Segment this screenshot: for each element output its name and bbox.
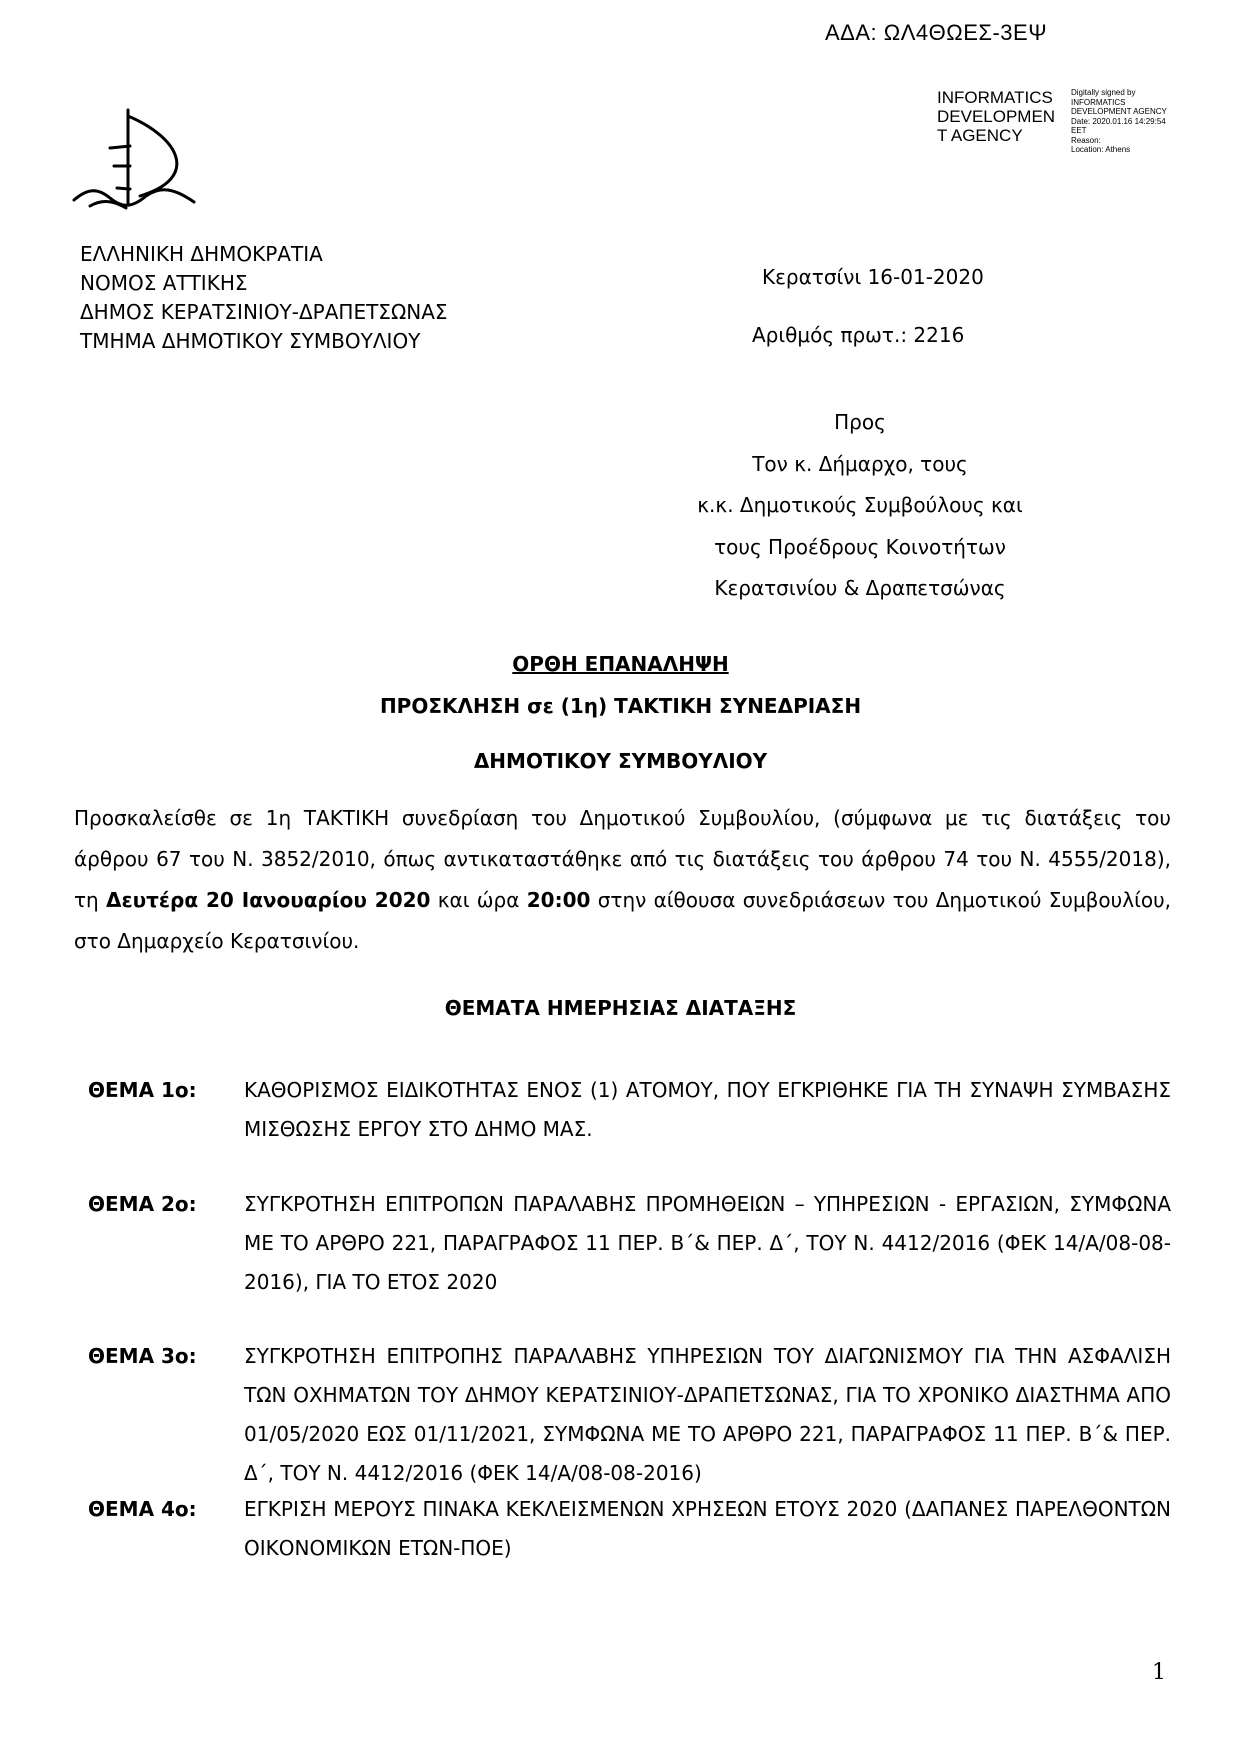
invitation-title: ΠΡΟΣΚΛΗΣΗ σε (1η) ΤΑΚΤΙΚΗ ΣΥΝΕΔΡΙΑΣΗ	[379, 694, 862, 718]
recipients-block	[640, 402, 1080, 610]
signature-detail-line: Location: Athens	[1071, 145, 1131, 154]
recipient-line: Προς	[834, 410, 886, 434]
document-date: Κερατσίνι 16-01-2020	[762, 265, 984, 289]
topic-label: ΘΕΜΑ 2ο:	[88, 1192, 197, 1216]
invitation-text: και ώρα	[430, 888, 527, 912]
recipient-line: κ.κ. Δημοτικούς Συμβούλους και	[697, 493, 1023, 517]
sailing-ship-logo-icon	[70, 108, 200, 214]
protocol-number: Αριθμός πρωτ.: 2216	[752, 323, 965, 347]
signature-detail-line: Date: 2020.01.16 14:29:54	[1071, 116, 1166, 126]
ada-code: ΑΔΑ: ΩΛ4ΘΩΕΣ-3ΕΨ	[825, 20, 1048, 45]
signature-name-line: INFORMATICS	[937, 88, 1053, 107]
topic-label: ΘΕΜΑ 3ο:	[88, 1344, 197, 1368]
issuer-line: ΔΗΜΟΣ ΚΕΡΑΤΣΙΝΙΟΥ-ΔΡΑΠΕΤΣΩΝΑΣ	[80, 300, 448, 324]
meeting-date: Δευτέρα 20 Ιανουαρίου 2020	[106, 888, 431, 912]
issuer-line: ΕΛΛΗΝΙΚΗ ΔΗΜΟΚΡΑΤΙΑ	[80, 242, 323, 266]
signature-detail-line: INFORMATICS	[1071, 97, 1126, 107]
issuer-header	[80, 240, 448, 356]
signature-details	[1071, 88, 1167, 155]
meeting-time: 20:00	[526, 888, 591, 912]
topic-text: ΣΥΓΚΡΟΤΗΣΗ ΕΠΙΤΡΟΠΩΝ ΠΑΡΑΛΑΒΗΣ ΠΡΟΜΗΘΕΙΩΝ – ΥΠΗΡΕΣΙΩΝ - ΕΡΓΑΣΙΩΝ, ΣΥΜΦΩΝΑ ΜΕ ΤΟ ΑΡΘΡΟ 221, ΠΑΡΑΓΡΑΦΟΣ 11 ΠΕΡ. Β΄& ΠΕΡ. Δ΄, ΤΟΥ Ν. 4412/2016 (ΦΕΚ 14/Α/08-08-2016), ΓΙΑ ΤΟ ΕΤΟΣ 2020	[244, 1192, 1171, 1294]
signature-detail-line: DEVELOPMENT AGENCY	[1071, 107, 1167, 116]
council-title: ΔΗΜΟΤΙΚΟΥ ΣΥΜΒΟΥΛΙΟΥ	[473, 749, 768, 773]
correction-title: ΟΡΘΗ ΕΠΑΝΑΛΗΨΗ	[512, 652, 729, 676]
recipient-line: Κερατσινίου & Δραπετσώνας	[714, 576, 1006, 600]
signature-detail-line: Reason:	[1071, 135, 1101, 145]
issuer-line: ΝΟΜΟΣ ΑΤΤΙΚΗΣ	[80, 271, 248, 295]
topic-label: ΘΕΜΑ 1ο:	[88, 1078, 197, 1102]
topic-text: ΕΓΚΡΙΣΗ ΜΕΡΟΥΣ ΠΙΝΑΚΑ ΚΕΚΛΕΙΣΜΕΝΩΝ ΧΡΗΣΕΩΝ ΕΤΟΥΣ 2020 (ΔΑΠΑΝΕΣ ΠΑΡΕΛΘΟΝΤΩΝ ΟΙΚΟΝΟΜΙΚΩΝ ΕΤΩΝ-ΠΟΕ)	[244, 1497, 1171, 1560]
topic-label: ΘΕΜΑ 4ο:	[88, 1497, 197, 1521]
agenda-title: ΘΕΜΑΤΑ ΗΜΕΡΗΣΙΑΣ ΔΙΑΤΑΞΗΣ	[444, 996, 797, 1020]
issuer-line: ΤΜΗΜΑ ΔΗΜΟΤΙΚΟΥ ΣΥΜΒΟΥΛΙΟΥ	[80, 329, 421, 353]
topic-text: ΣΥΓΚΡΟΤΗΣΗ ΕΠΙΤΡΟΠΗΣ ΠΑΡΑΛΑΒΗΣ ΥΠΗΡΕΣΙΩΝ ΤΟΥ ΔΙΑΓΩΝΙΣΜΟΥ ΓΙΑ ΤΗΝ ΑΣΦΑΛΙΣΗ ΤΩΝ ΟΧΗΜΑΤΩΝ ΤΟΥ ΔΗΜΟΥ ΚΕΡΑΤΣΙΝΙΟΥ-ΔΡΑΠΕΤΣΩΝΑΣ, ΓΙΑ ΤΟ ΧΡΟΝΙΚΟ ΔΙΑΣΤΗΜΑ ΑΠΟ 01/05/2020 ΕΩΣ 01/11/2021, ΣΥΜΦΩΝΑ ΜΕ ΤΟ ΑΡΘΡΟ 221, ΠΑΡΑΓΡΑΦΟΣ 11 ΠΕΡ. Β΄& ΠΕΡ. Δ΄, ΤΟΥ Ν. 4412/2016 (ΦΕΚ 14/Α/08-08-2016)	[244, 1344, 1171, 1485]
signature-name-line: DEVELOPMEN	[937, 107, 1056, 126]
page-number: 1	[1152, 1660, 1166, 1685]
invitation-paragraph	[74, 798, 1171, 962]
invitation-text: στην αίθουσα συνεδριάσεων του Δημοτικού Συμβουλίου, στο Δημαρχείο Κερατσινίου.	[74, 888, 1172, 953]
invitation-text: Προσκαλείσθε σε 1η ΤΑΚΤΙΚΗ συνεδρίαση του Δημοτικού Συμβουλίου, (σύμφωνα με τις διατάξεις του άρθρου 67 του Ν. 3852/2010, όπως αντικαταστάθηκε από τις διατάξεις του άρθρου 74 του Ν. 4555/2018), τη	[74, 806, 1171, 912]
signature-name-line: T AGENCY	[937, 126, 1023, 145]
recipient-line: τους Προέδρους Κοινοτήτων	[714, 534, 1006, 559]
signature-detail-line: EET	[1071, 126, 1087, 135]
recipient-line: Τον κ. Δήμαρχο, τους	[752, 451, 968, 476]
signature-name	[937, 88, 1055, 145]
signature-detail-line: Digitally signed by	[1071, 88, 1136, 97]
topic-text: ΚΑΘΟΡΙΣΜΟΣ ΕΙΔΙΚΟΤΗΤΑΣ ΕΝΟΣ (1) ΑΤΟΜΟΥ, ΠΟΥ ΕΓΚΡΙΘΗΚΕ ΓΙΑ ΤΗ ΣΥΝΑΨΗ ΣΥΜΒΑΣΗΣ ΜΙΣΘΩΣΗΣ ΕΡΓΟΥ ΣΤΟ ΔΗΜΟ ΜΑΣ.	[244, 1078, 1171, 1141]
